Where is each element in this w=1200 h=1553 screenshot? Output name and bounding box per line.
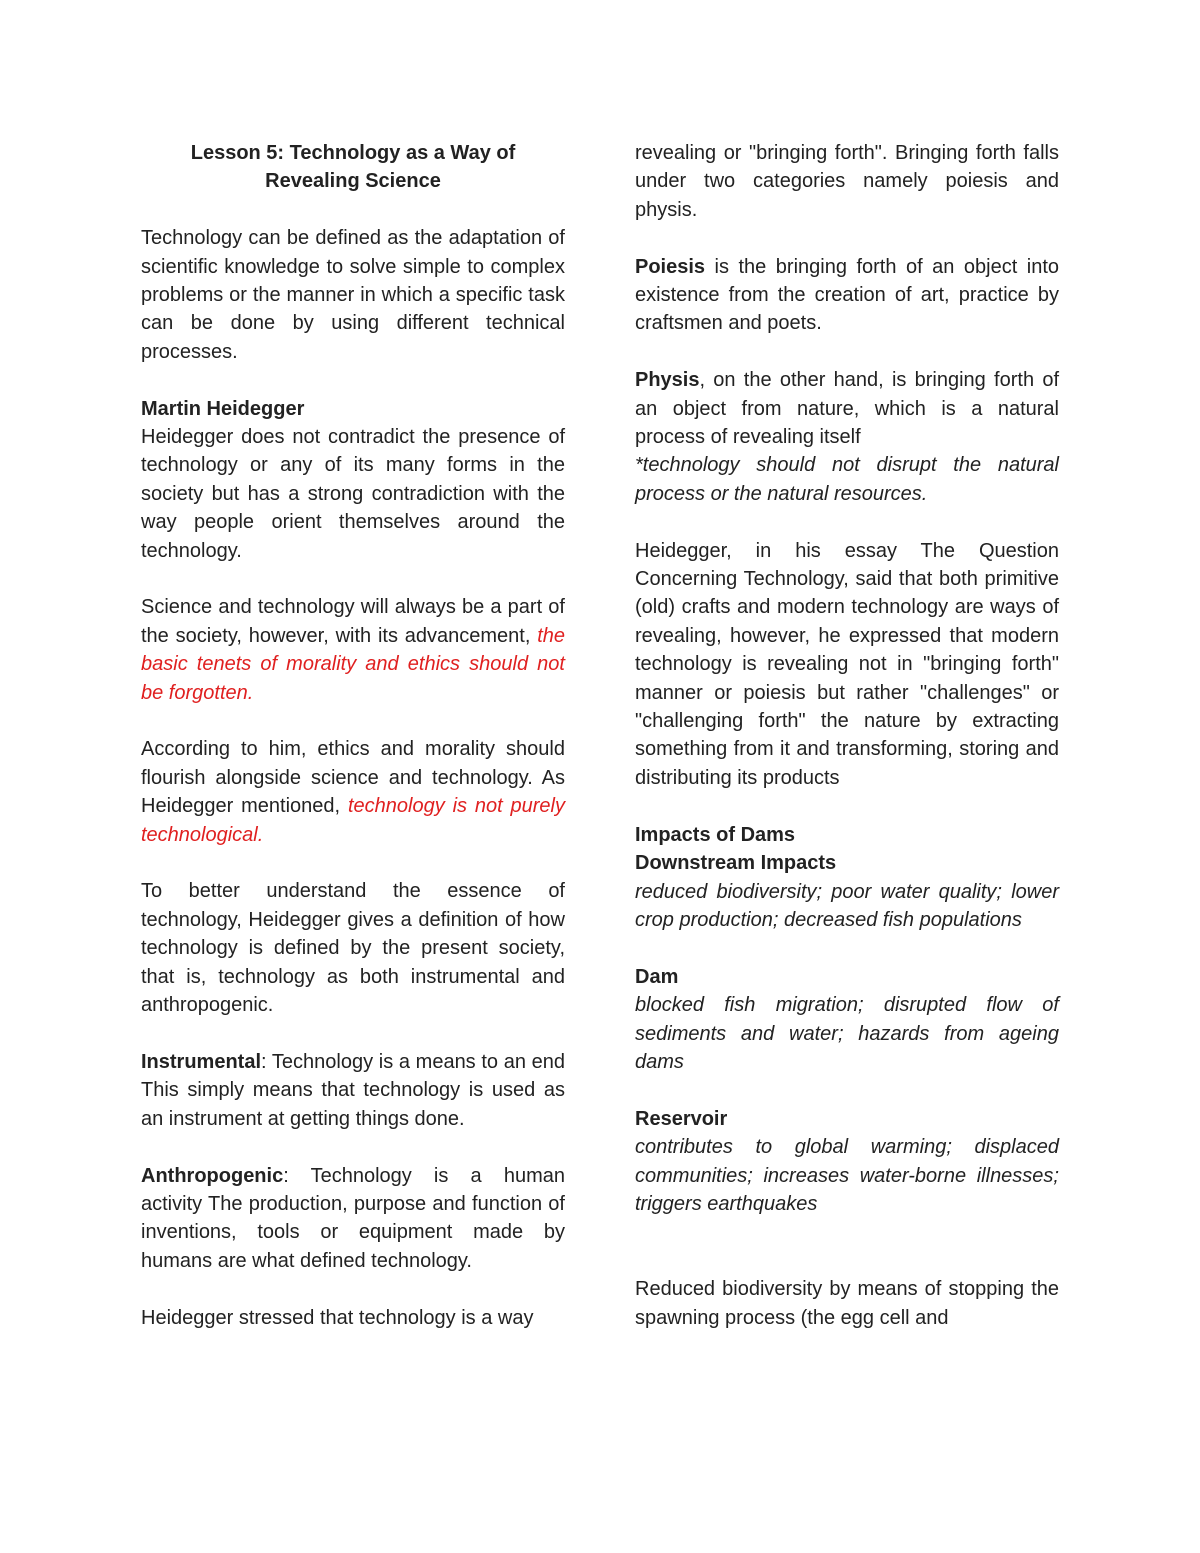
understand-paragraph: To better understand the essence of technology, Heidegger gives a definition of how technology is defined by the present society, that is, technology as both instrumental and anthropogenic. bbox=[141, 880, 565, 1017]
revealing-paragraph: revealing or "bringing forth". Bringing forth falls under two categories namely poiesis and physis. bbox=[635, 142, 1059, 221]
left-column bbox=[141, 139, 565, 1332]
dams-section bbox=[635, 821, 1059, 935]
according-paragraph bbox=[141, 735, 565, 849]
physis-note: *technology should not disrupt the natural process or the natural resources. bbox=[635, 454, 1059, 505]
stressed-paragraph: Heidegger stressed that technology is a way bbox=[141, 1306, 534, 1329]
physis-paragraph bbox=[635, 366, 1059, 508]
physis-text: , on the other hand, is bringing forth of an object from nature, which is a natural process of revealing itself bbox=[635, 369, 1059, 449]
instrumental-paragraph bbox=[141, 1048, 565, 1133]
dam-section bbox=[635, 963, 1059, 1077]
according-text: According to him, ethics and morality should flourish alongside science and technology. As Heidegger mentioned, bbox=[141, 738, 565, 818]
science-text: Science and technology will always be a part of the society, however, with its advancement, bbox=[141, 596, 565, 647]
instrumental-term: Instrumental bbox=[141, 1050, 262, 1073]
right-column bbox=[635, 139, 1059, 1332]
heidegger-heading: Martin Heidegger bbox=[141, 397, 305, 420]
anthropogenic-paragraph bbox=[141, 1162, 565, 1276]
lesson-title bbox=[141, 139, 565, 196]
reservoir-text: contributes to global warming; displaced communities; increases water-borne illnesses; triggers earthquakes bbox=[635, 1136, 1059, 1215]
downstream-text: reduced biodiversity; poor water quality; lower crop production; decreased fish populations bbox=[635, 880, 1059, 931]
dam-heading: Dam bbox=[635, 965, 679, 988]
physis-term: Physis bbox=[635, 369, 700, 392]
dams-heading: Impacts of Dams bbox=[635, 823, 796, 846]
science-emphasis: the basic tenets of morality and ethics should not be forgotten. bbox=[141, 624, 565, 704]
poiesis-paragraph bbox=[635, 253, 1059, 338]
lesson-title-line-2: Revealing Science bbox=[265, 170, 441, 193]
science-paragraph bbox=[141, 593, 565, 707]
heidegger-paragraph: Heidegger does not contradict the presence of technology or any of its many forms in the society but has a strong contradiction with the way people orient themselves around the technology. bbox=[141, 426, 565, 562]
dam-text: blocked fish migration; disrupted flow of sediments and water; hazards from ageing dams bbox=[635, 994, 1059, 1073]
poiesis-term: Poiesis bbox=[635, 255, 706, 278]
poiesis-text: is the bringing forth of an object into existence from the creation of art, practice by craftsmen and poets. bbox=[635, 255, 1059, 335]
anthropogenic-term: Anthropogenic bbox=[141, 1164, 284, 1187]
essay-paragraph: Heidegger, in his essay The Question Concerning Technology, said that both primitive (old) crafts and modern technology are ways of revealing, however, he expressed that modern technology is revealing not in "bringing forth" manner or poiesis but rather "challenges" or "challenging forth" the nature by extracting something from it and transforming, storing and distributing its products bbox=[635, 539, 1059, 789]
reservoir-heading: Reservoir bbox=[635, 1107, 728, 1130]
downstream-heading: Downstream Impacts bbox=[635, 852, 837, 875]
reduced-paragraph: Reduced biodiversity by means of stopping the spawning process (the egg cell and bbox=[635, 1278, 1059, 1329]
lesson-title-line-1: Lesson 5: Technology as a Way of bbox=[190, 142, 516, 164]
intro-paragraph: Technology can be defined as the adaptation of scientific knowledge to solve simple to complex problems or the manner in which a specific task can be done by using different technical processes. bbox=[141, 227, 565, 363]
according-emphasis: technology is not purely technological. bbox=[141, 795, 565, 846]
heidegger-section bbox=[141, 395, 565, 565]
reservoir-section bbox=[635, 1105, 1059, 1219]
anthropogenic-text: : Technology is a human activity The production, purpose and function of inventions, tools or equipment made by humans are what defined technology. bbox=[141, 1164, 565, 1272]
instrumental-text: : Technology is a means to an end This simply means that technology is used as an instrument at getting things done. bbox=[141, 1050, 565, 1130]
